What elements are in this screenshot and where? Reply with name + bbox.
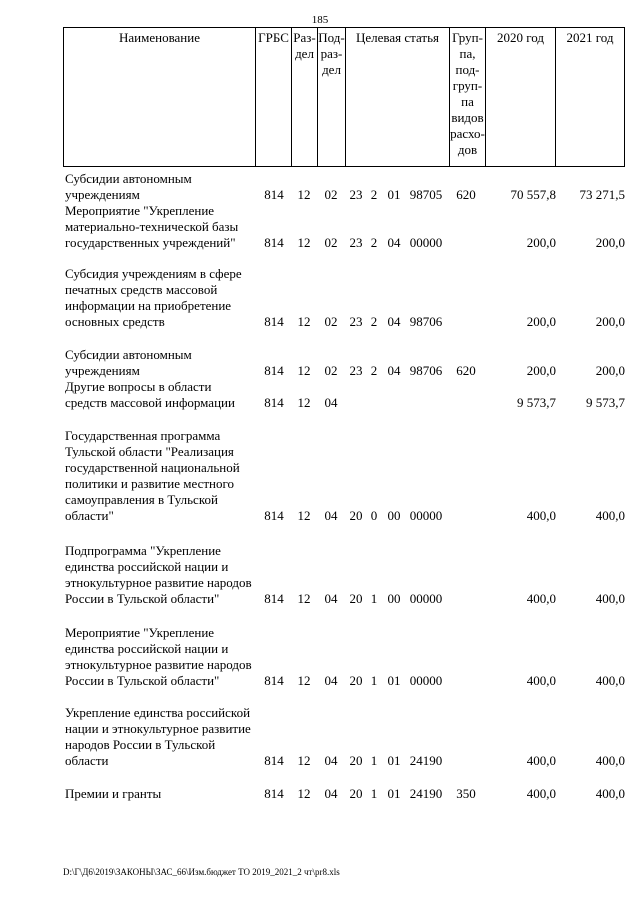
- row-name: [65, 266, 265, 330]
- row-name: [65, 543, 265, 607]
- header-podrazdel: Под- раз- дел: [317, 27, 345, 167]
- row-name-line: Другие вопросы в области: [65, 379, 212, 394]
- cell-target-event: 00: [387, 508, 401, 523]
- row-name: [65, 379, 265, 411]
- cell-razdel: 12: [297, 753, 311, 768]
- cell-target-event: 01: [387, 786, 401, 801]
- cell-target-event: 01: [387, 673, 401, 688]
- cell-podrazdel: 04: [324, 673, 338, 688]
- row-name-line: Мероприятие "Укрепление: [65, 203, 215, 218]
- row-name-line: Мероприятие "Укрепление: [65, 625, 215, 640]
- cell-2021: 400,0: [595, 591, 625, 606]
- cell-target-code: 98706: [409, 314, 443, 329]
- cell-expense-type: 620: [456, 187, 476, 202]
- cell-2020: 400,0: [526, 508, 556, 523]
- cell-target-subprogram: 2: [370, 235, 378, 250]
- cell-2020: 70 557,8: [510, 187, 556, 202]
- row-name: [65, 705, 265, 769]
- row-name: [65, 786, 265, 802]
- cell-2020: 400,0: [526, 753, 556, 768]
- cell-target-program: 20: [349, 753, 363, 768]
- row-name-line: Субсидии автономным: [65, 347, 192, 362]
- cell-2021: 400,0: [595, 786, 625, 801]
- row-name-line: области: [65, 753, 109, 768]
- row-name-line: учреждениям: [65, 363, 140, 378]
- cell-podrazdel: 04: [324, 395, 338, 410]
- cell-target-program: 23: [349, 363, 363, 378]
- cell-target-event: 04: [387, 363, 401, 378]
- cell-podrazdel: 02: [324, 187, 338, 202]
- cell-target-code: 24190: [409, 753, 443, 768]
- cell-target-subprogram: 1: [370, 786, 378, 801]
- cell-razdel: 12: [297, 235, 311, 250]
- file-path-footer: D:\Г\Д6\2019\ЗАКОНЫ\ЗАС_66\Изм.бюджет ТО 2019_2021_2 чт\pr8.xls: [63, 867, 340, 877]
- cell-target-subprogram: 2: [370, 187, 378, 202]
- cell-target-code: 00000: [409, 508, 443, 523]
- cell-2020: 400,0: [526, 591, 556, 606]
- row-name: [65, 625, 265, 689]
- row-name-line: средств массовой информации: [65, 395, 235, 410]
- cell-target-code: 00000: [409, 235, 443, 250]
- row-name-line: политики и развитие местного: [65, 476, 234, 491]
- row-name: [65, 428, 265, 524]
- cell-expense-type: 620: [456, 363, 476, 378]
- cell-target-event: 04: [387, 314, 401, 329]
- cell-target-program: 23: [349, 235, 363, 250]
- cell-2021: 9 573,7: [586, 395, 625, 410]
- cell-2020: 400,0: [526, 786, 556, 801]
- header-grbs: ГРБС: [255, 27, 291, 167]
- cell-target-program: 20: [349, 786, 363, 801]
- cell-2021: 400,0: [595, 508, 625, 523]
- row-name-line: материально-технической базы: [65, 219, 239, 234]
- header-expense-type: Груп- па, под- груп- па видов расхо- дов: [449, 27, 485, 167]
- cell-podrazdel: 04: [324, 753, 338, 768]
- cell-2020: 200,0: [526, 235, 556, 250]
- row-name-line: России в Тульской области": [65, 673, 220, 688]
- cell-target-program: 23: [349, 187, 363, 202]
- cell-2021: 400,0: [595, 753, 625, 768]
- row-name: [65, 171, 265, 203]
- cell-2021: 200,0: [595, 363, 625, 378]
- row-name-line: Укрепление единства российской: [65, 705, 251, 720]
- cell-grbs: 814: [264, 786, 284, 801]
- row-name-line: самоуправления в Тульской: [65, 492, 218, 507]
- cell-target-code: 00000: [409, 673, 443, 688]
- cell-2020: 9 573,7: [517, 395, 556, 410]
- cell-target-code: 98705: [409, 187, 443, 202]
- cell-razdel: 12: [297, 591, 311, 606]
- cell-2021: 200,0: [595, 235, 625, 250]
- cell-razdel: 12: [297, 395, 311, 410]
- row-name-line: нации и этнокультурное развитие: [65, 721, 251, 736]
- row-name-line: народов России в Тульской: [65, 737, 216, 752]
- cell-target-subprogram: 2: [370, 314, 378, 329]
- cell-podrazdel: 04: [324, 508, 338, 523]
- cell-grbs: 814: [264, 363, 284, 378]
- cell-target-program: 20: [349, 673, 363, 688]
- cell-target-event: 01: [387, 753, 401, 768]
- row-name-line: печатных средств массовой: [65, 282, 218, 297]
- header-name: Наименование: [63, 27, 255, 167]
- cell-podrazdel: 04: [324, 786, 338, 801]
- cell-target-program: 20: [349, 508, 363, 523]
- cell-2020: 400,0: [526, 673, 556, 688]
- row-name-line: Субсидии автономным: [65, 171, 192, 186]
- cell-razdel: 12: [297, 363, 311, 378]
- cell-2020: 200,0: [526, 363, 556, 378]
- cell-razdel: 12: [297, 673, 311, 688]
- cell-grbs: 814: [264, 395, 284, 410]
- row-name-line: области": [65, 508, 114, 523]
- cell-podrazdel: 02: [324, 363, 338, 378]
- row-name-line: учреждениям: [65, 187, 140, 202]
- cell-2021: 73 271,5: [579, 187, 625, 202]
- cell-target-subprogram: 1: [370, 753, 378, 768]
- cell-podrazdel: 02: [324, 314, 338, 329]
- row-name-line: информации на приобретение: [65, 298, 232, 313]
- header-2021: 2021 год: [555, 27, 625, 167]
- row-name-line: России в Тульской области": [65, 591, 220, 606]
- row-name-line: Тульской области "Реализация: [65, 444, 234, 459]
- cell-grbs: 814: [264, 591, 284, 606]
- page-number: 185: [311, 14, 329, 26]
- cell-2020: 200,0: [526, 314, 556, 329]
- cell-target-event: 01: [387, 187, 401, 202]
- cell-target-subprogram: 2: [370, 363, 378, 378]
- cell-target-program: 20: [349, 591, 363, 606]
- row-name-line: этнокультурное развитие народов: [65, 575, 252, 590]
- cell-grbs: 814: [264, 235, 284, 250]
- row-name-line: основных средств: [65, 314, 165, 329]
- cell-razdel: 12: [297, 508, 311, 523]
- cell-target-program: 23: [349, 314, 363, 329]
- cell-2021: 400,0: [595, 673, 625, 688]
- row-name-line: единства российской нации и: [65, 559, 229, 574]
- cell-grbs: 814: [264, 508, 284, 523]
- cell-target-code: 24190: [409, 786, 443, 801]
- cell-razdel: 12: [297, 786, 311, 801]
- header-2020: 2020 год: [485, 27, 555, 167]
- header-razdel: Раз- дел: [291, 27, 317, 167]
- cell-razdel: 12: [297, 314, 311, 329]
- cell-target-code: 00000: [409, 591, 443, 606]
- row-name-line: Государственная программа: [65, 428, 221, 443]
- row-name-line: Субсидия учреждениям в сфере: [65, 266, 242, 281]
- cell-target-subprogram: 1: [370, 591, 378, 606]
- row-name-line: государственной национальной: [65, 460, 240, 475]
- row-name: [65, 203, 265, 251]
- cell-podrazdel: 04: [324, 591, 338, 606]
- cell-grbs: 814: [264, 187, 284, 202]
- row-name: [65, 347, 265, 379]
- cell-target-subprogram: 1: [370, 673, 378, 688]
- row-name-line: государственных учреждений": [65, 235, 236, 250]
- cell-target-subprogram: 0: [370, 508, 378, 523]
- cell-grbs: 814: [264, 753, 284, 768]
- row-name-line: Подпрограмма "Укрепление: [65, 543, 221, 558]
- cell-grbs: 814: [264, 673, 284, 688]
- row-name-line: этнокультурное развитие народов: [65, 657, 252, 672]
- cell-podrazdel: 02: [324, 235, 338, 250]
- table-header: [63, 27, 625, 167]
- cell-expense-type: 350: [456, 786, 476, 801]
- cell-grbs: 814: [264, 314, 284, 329]
- header-target-article: Целевая статья: [345, 27, 449, 167]
- cell-target-code: 98706: [409, 363, 443, 378]
- cell-2021: 200,0: [595, 314, 625, 329]
- cell-razdel: 12: [297, 187, 311, 202]
- cell-target-event: 00: [387, 591, 401, 606]
- cell-target-event: 04: [387, 235, 401, 250]
- row-name-line: Премии и гранты: [65, 786, 162, 801]
- row-name-line: единства российской нации и: [65, 641, 229, 656]
